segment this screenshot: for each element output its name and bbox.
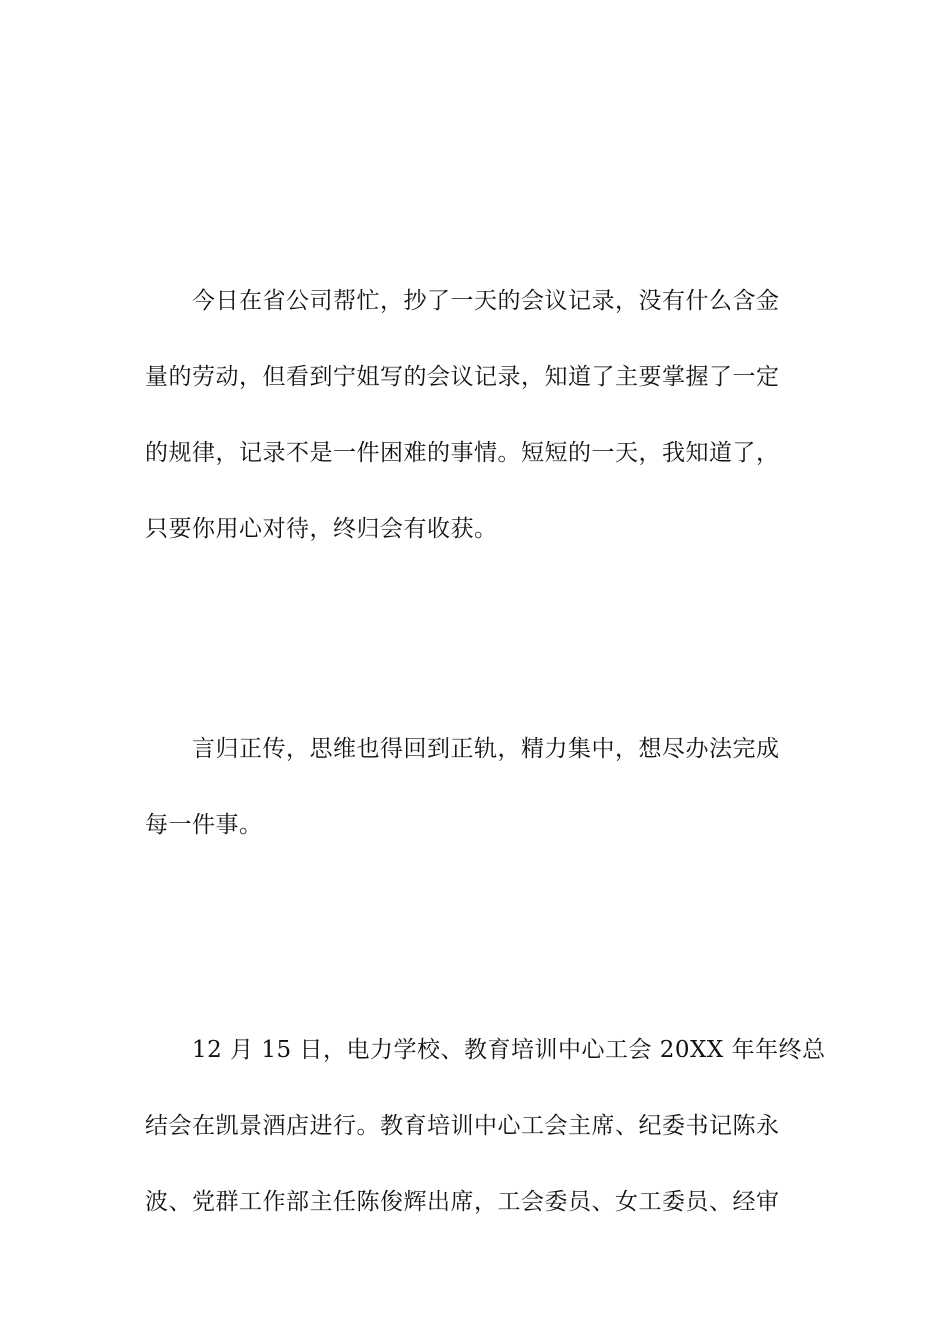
- paragraph-line: 结会在凯景酒店进行。教育培训中心工会主席、纪委书记陈永: [145, 1113, 780, 1139]
- paragraph-line: 波、党群工作部主任陈俊辉出席，工会委员、女工委员、经审: [145, 1189, 780, 1215]
- paragraph-line: 12 月 15 日，电力学校、教育培训中心工会 20XX 年年终总: [192, 1037, 826, 1063]
- paragraph-2: [145, 737, 810, 889]
- paragraph-line: 量的劳动，但看到宁姐写的会议记录，知道了主要掌握了一定: [145, 364, 780, 390]
- paragraph-line: 言归正传，思维也得回到正轨，精力集中，想尽办法完成: [192, 736, 780, 762]
- paragraph-1: [145, 289, 810, 593]
- paragraph-line: 每一件事。: [145, 812, 263, 838]
- paragraph-line: 的规律，记录不是一件困难的事情。短短的一天，我知道了，: [145, 440, 780, 466]
- paragraph-3: [145, 1037, 826, 1266]
- paragraph-line: 今日在省公司帮忙，抄了一天的会议记录，没有什么含金: [192, 288, 780, 314]
- paragraph-line: 只要你用心对待，终归会有收获。: [145, 516, 498, 542]
